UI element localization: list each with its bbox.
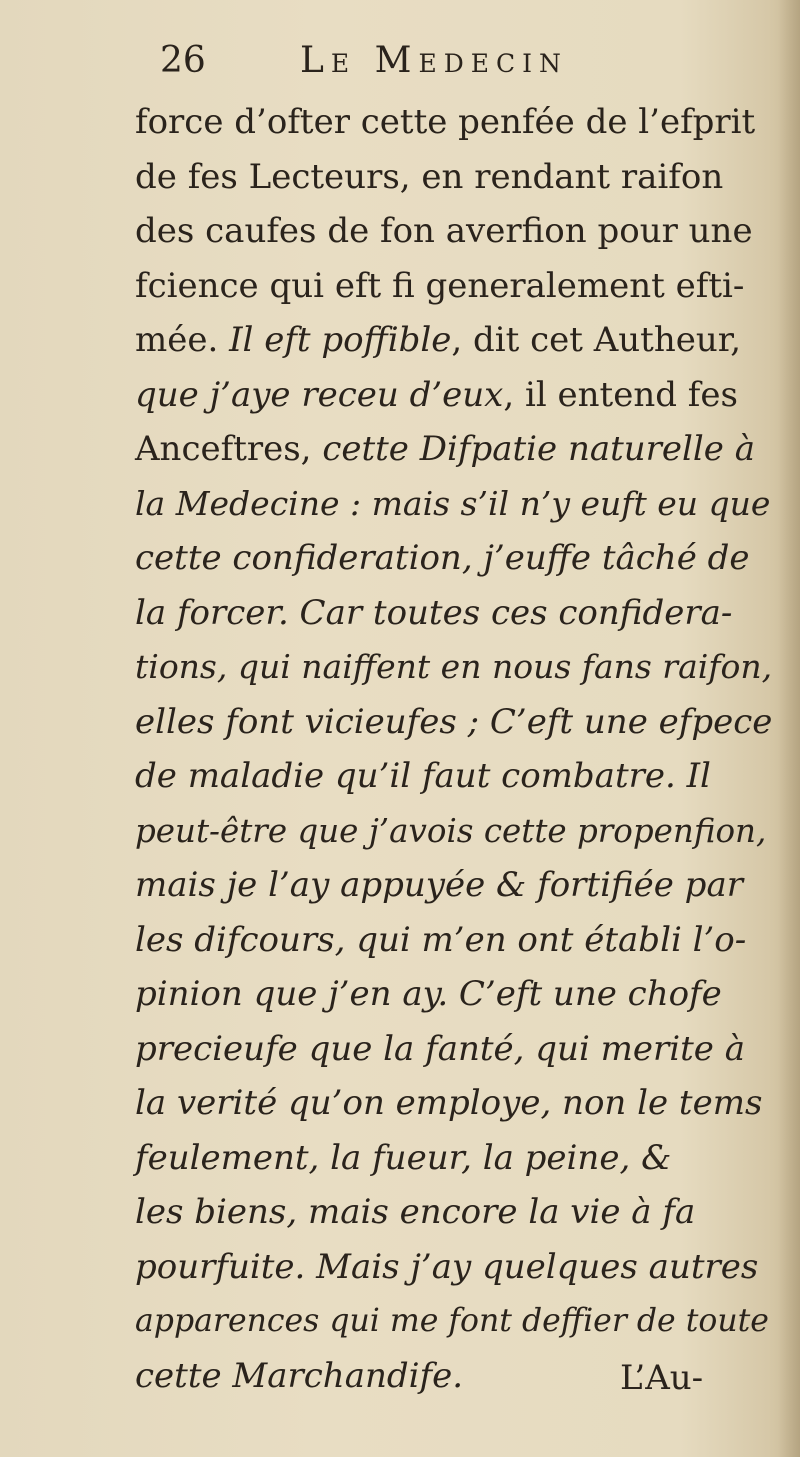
italic-text-segment: les biens, mais encore la vie à fa xyxy=(135,1192,696,1232)
page-number: 26 xyxy=(160,40,206,81)
italic-text-segment: pinion que j’en ay. C’eft une chofe xyxy=(135,974,722,1014)
text-line xyxy=(135,259,775,314)
body-text xyxy=(135,95,775,1403)
italic-text-segment: elles font vicieufes ; C’eft une efpece xyxy=(135,701,773,742)
text-line xyxy=(135,204,775,259)
italic-text-segment: apparences qui me font deffier de toute xyxy=(135,1303,769,1339)
roman-text-segment: , dit cet Autheur, xyxy=(451,320,742,360)
text-line xyxy=(135,1131,775,1186)
roman-text-segment: force d’ofter cette penfée de l’efprit xyxy=(135,102,756,142)
text-line xyxy=(135,586,775,641)
text-line xyxy=(135,422,775,477)
italic-text-segment: cette confideration, j’euffe tâché de xyxy=(135,538,750,578)
roman-text-segment: mée. xyxy=(135,320,230,360)
page-header xyxy=(160,40,660,90)
text-line xyxy=(135,477,775,532)
text-line xyxy=(135,313,775,368)
text-line xyxy=(135,804,775,859)
italic-text-segment: cette Marchandife. xyxy=(135,1355,464,1396)
roman-text-segment: fcience qui eft fi generalement efti- xyxy=(135,265,745,306)
catchword: L’Au- xyxy=(620,1358,704,1398)
italic-text-segment: la forcer. Car toutes ces confidera- xyxy=(135,592,733,633)
text-line xyxy=(135,95,775,150)
text-line xyxy=(135,368,775,423)
text-line xyxy=(135,640,775,695)
text-line xyxy=(135,913,775,968)
italic-text-segment: la Medecine : mais s’il n’y euft eu que xyxy=(135,483,771,523)
italic-text-segment: peut-être que j’avois cette propenfion, xyxy=(135,811,767,850)
text-line xyxy=(135,1240,775,1295)
italic-text-segment: precieufe que la fanté, qui merite à xyxy=(135,1028,745,1069)
page-edge-shadow xyxy=(778,0,800,1457)
italic-text-segment: la verité qu’on employe, non le tems xyxy=(135,1083,763,1123)
text-line xyxy=(135,749,775,804)
text-line xyxy=(135,1022,775,1077)
text-line xyxy=(135,150,775,205)
italic-text-segment: les difcours, qui m’en ont établi l’o- xyxy=(135,919,747,960)
text-line xyxy=(135,1076,775,1131)
roman-text-segment: Anceftres, xyxy=(135,429,323,469)
italic-text-segment: mais je l’ay appuyée & fortifiée par xyxy=(135,865,743,905)
italic-text-segment: feulement, la fueur, la peine, & xyxy=(135,1137,672,1178)
italic-text-segment: cette Difpatie naturelle à xyxy=(322,429,755,469)
text-line xyxy=(135,967,775,1022)
italic-text-segment: Il eft poffible xyxy=(229,320,452,360)
text-line xyxy=(135,695,775,750)
roman-text-segment: , il entend fes xyxy=(503,374,738,415)
italic-text-segment: pourfuite. Mais j’ay quelques autres xyxy=(135,1246,759,1287)
roman-text-segment: de fes Lecteurs, en rendant raifon xyxy=(135,156,724,197)
text-line xyxy=(135,858,775,913)
running-title: Le Medecin xyxy=(300,40,568,81)
text-line xyxy=(135,1185,775,1240)
italic-text-segment: de maladie qu’il faut combatre. Il xyxy=(135,756,711,796)
text-line xyxy=(135,1294,775,1349)
italic-text-segment: que j’aye receu d’eux xyxy=(135,374,504,415)
roman-text-segment: des caufes de fon averfion pour une xyxy=(135,211,753,251)
italic-text-segment: tions, qui naiffent en nous fans raifon, xyxy=(135,647,773,686)
text-line xyxy=(135,531,775,586)
